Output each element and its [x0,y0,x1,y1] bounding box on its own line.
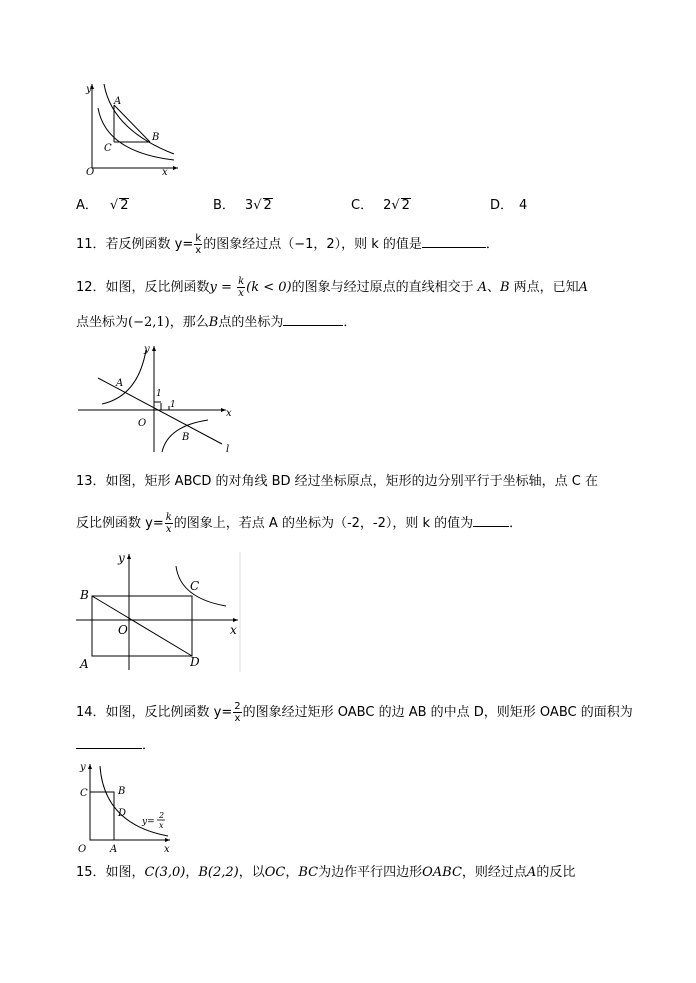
point-b-label: B [80,588,89,602]
line-l-label: l [226,444,230,455]
question-14-line2: ． [76,736,155,755]
question-12-line2: 点坐标为(−2,1)，那么B点的坐标为 ． [76,315,357,330]
point-b-label: B [118,786,126,797]
point-c-label: C [190,579,200,593]
axis-y-label: y [86,84,92,95]
answer-blank-13 [473,514,509,527]
point-d-label: D [118,808,127,819]
axis-y-label: y [118,551,125,565]
point-a-label: A [110,844,118,854]
question-11: 11．若反例函数 y= $\frac{k}{x}$ 的图象经过点（−1，2），则 k 的值是 ． [76,233,499,256]
point-b-label: B [182,432,190,443]
axis-y-label: y [80,762,86,773]
answer-blank-12 [283,313,343,326]
func-label: y= [142,817,155,827]
figure-q10 [78,80,182,176]
point-b-label: B [152,132,160,143]
question-15: 15．如图，C(3,0)，B(2,2)，以OC，BC为边作平行四边形OABC，则经过点A的反比 [76,865,576,880]
answer-blank-14 [76,736,142,749]
figure-q12 [76,340,242,458]
option-c: C． 2√ 2 [351,198,410,213]
question-13-line2: 反比例函数 y= $\frac{k}{x}$ 的图象上，若点 A 的坐标为（-2，-2），则 k 的值为 ． [76,512,523,535]
point-a-label: A [80,657,89,671]
axis-x-label: x [164,844,170,854]
question-13-line1: 13．如图，矩形 ABCD 的对角线 BD 经过坐标原点，矩形的边分别平行于坐标轴，点 C 在 [76,474,599,489]
question-12-line1: 12．如图，反比例函数y = $\frac{k}{x}$ (k < 0)的图象与经过原点的直线相交于 A、B 两点，已知A [76,276,588,299]
func-den: x [159,821,164,830]
point-d-label: D [190,655,200,669]
unit-x-label: 1 [170,400,176,410]
option-a: A． √ 2 [76,198,129,213]
origin-label: O [138,418,147,429]
axis-x-label: x [230,623,237,637]
point-c-label: C [104,143,112,154]
point-c-label: C [80,788,88,799]
axis-x-label: x [226,408,232,419]
answer-blank-11 [422,235,486,248]
point-a-label: A [116,378,124,389]
axis-x-label: x [162,167,168,176]
axis-y-label: y [144,344,150,355]
point-a-label: A [114,96,122,107]
origin-label: O [86,167,95,176]
origin-label: O [78,844,87,854]
figure-q13 [76,548,246,672]
figure-q14 [76,758,176,854]
unit-y-label: 1 [156,389,162,399]
option-b: B． 3√ 2 [213,198,272,213]
question-14-line1: 14．如图，反比例函数 y= $\frac{2}{x}$ 的图象经过矩形 OABC 的边 AB 的中点 D，则矩形 OABC 的面积为 [76,701,633,724]
func-num: 2 [159,811,165,820]
origin-label: O [118,623,128,637]
option-d: D． 4 [490,198,528,213]
